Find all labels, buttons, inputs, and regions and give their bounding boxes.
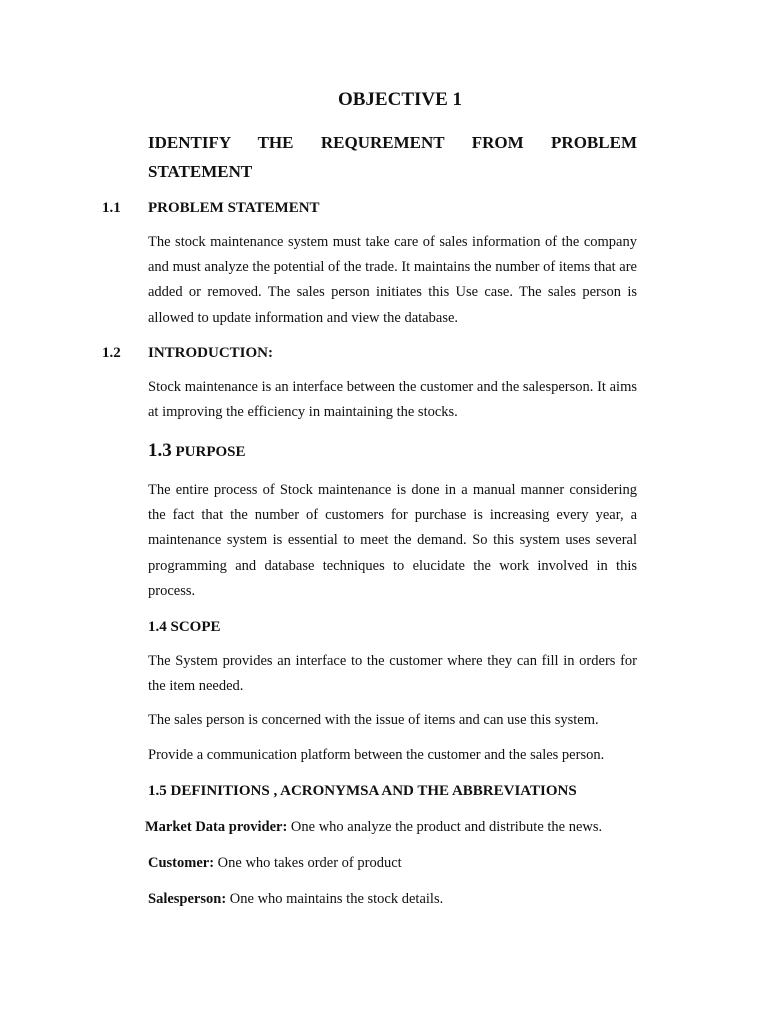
section-heading-purpose: [148, 440, 246, 463]
definition-market-data-provider: [145, 816, 602, 838]
subtitle-line-1: IDENTIFY THE REQUREMENT FROM PROBLEM: [148, 133, 637, 152]
section-heading-introduction: INTRODUCTION:: [148, 345, 274, 361]
section-heading-scope: 1.4 SCOPE: [148, 619, 221, 635]
definition-text: One who takes order of product: [214, 855, 402, 871]
document-subtitle: [148, 128, 637, 186]
section-number-1-1: 1.1: [102, 200, 121, 216]
subtitle-line-2: STATEMENT: [148, 162, 253, 181]
scope-paragraph-1: The System provides an interface to the customer where they can fill in orders for the item needed.: [148, 653, 637, 695]
definition-salesperson: [148, 888, 443, 910]
definition-term: Salesperson:: [148, 891, 227, 907]
definition-customer: [148, 852, 402, 874]
purpose-paragraph: The entire process of Stock maintenance is done in a manual manner considering the fact that the number of customers for purchase is increasing every year, a maintenance system is essential to meet the demand. So this system uses several programming and database techniques to elucidate the work involved in this process.: [148, 482, 637, 599]
introduction-paragraph: Stock maintenance is an interface between the customer and the salesperson. It aims at improving the efficiency in maintaining the stocks.: [148, 379, 637, 421]
definition-term: Customer:: [148, 855, 215, 871]
section-heading-problem-statement: PROBLEM STATEMENT: [148, 200, 320, 216]
purpose-heading-text: PURPOSE: [175, 444, 246, 460]
scope-paragraph-2: The sales person is concerned with the issue of items and can use this system.: [148, 712, 599, 728]
definition-term: Market Data provider:: [145, 819, 288, 835]
problem-statement-paragraph: The stock maintenance system must take care of sales information of the company and must analyze the potential of the trade. It maintains the number of items that are added or removed. The sales person initiates this Use case. The sales person is allowed to update information and view the database.: [148, 234, 637, 326]
document-title: OBJECTIVE 1: [337, 89, 463, 110]
section-number-1-2: 1.2: [102, 345, 121, 361]
definition-text: One who maintains the stock details.: [226, 891, 444, 907]
scope-paragraph-3: Provide a communication platform between the customer and the sales person.: [148, 747, 605, 763]
definition-text: One who analyze the product and distribute the news.: [287, 819, 603, 835]
section-heading-definitions: 1.5 DEFINITIONS , ACRONYMSA AND THE ABBREVIATIONS: [148, 783, 577, 799]
section-number-1-3: 1.3: [148, 440, 172, 461]
